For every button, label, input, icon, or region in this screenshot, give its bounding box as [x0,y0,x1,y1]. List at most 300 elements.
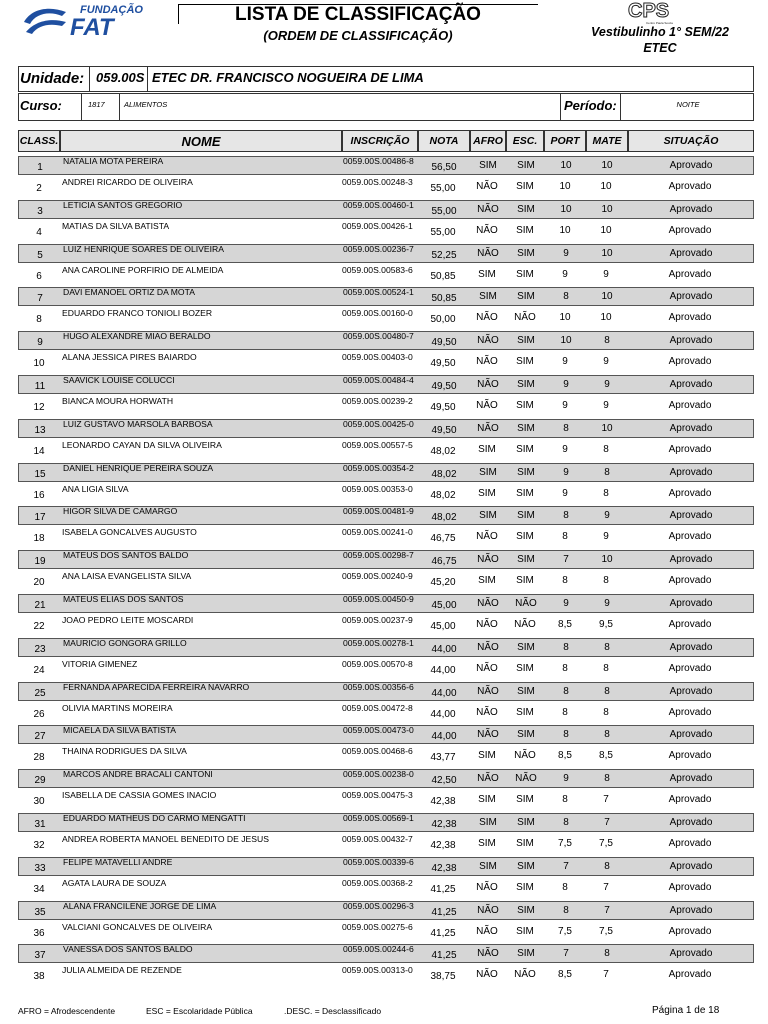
cell-sit: Aprovado [669,817,713,828]
cell-class: 37 [34,950,46,962]
col-header-inscricao: INSCRIÇÃO [342,130,418,152]
cell-nome: OLIVIA MARTINS MOREIRA [62,702,173,713]
cell-nota: 42,38 [431,819,457,830]
cps-logo-text: CPS [628,0,670,22]
cell-nome: MATEUS DOS SANTOS BALDO [63,550,189,561]
cell-esc: SIM [517,247,535,259]
cell-insc: 0059.00S.00524-1 [343,287,414,298]
cell-nota: 44,00 [431,731,457,743]
cell-nota: 42,38 [430,796,456,808]
cell-sit: Aprovado [668,837,712,849]
cell-class: 18 [33,533,45,545]
cell-esc: SIM [517,335,535,347]
cell-mate: 7 [603,881,609,893]
cell-insc: 0059.00S.00244-6 [343,944,414,955]
cell-esc: SIM [516,443,534,455]
cell-sit: Aprovado [669,291,713,303]
cell-port: 8 [563,904,569,916]
cell-afro: SIM [478,443,496,455]
cell-class: 17 [34,512,46,524]
table-row [18,287,754,306]
cell-class: 9 [37,337,43,349]
cell-afro: NÃO [477,203,499,215]
cell-nota: 44,00 [430,664,456,676]
cell-insc: 0059.00S.00426-1 [342,220,413,231]
cell-insc: 0059.00S.00432-7 [342,833,413,844]
cell-sit: Aprovado [668,224,712,236]
cell-nome: DANIEL HENRIQUE PEREIRA SOUZA [63,462,214,473]
cell-esc: SIM [516,706,534,718]
cell-sit: Aprovado [668,356,712,368]
table-row [18,682,754,701]
col-header-esc: ESC. [506,130,544,152]
cell-port: 8,5 [558,618,572,630]
cell-class: 14 [33,445,45,457]
col-header-class: CLASS. [18,130,60,152]
cell-nota: 55,00 [430,226,456,238]
cell-port: 7 [563,860,569,872]
cell-class: 7 [37,293,43,305]
curso-divider [560,93,561,121]
cell-sit: Aprovado [669,510,713,522]
cell-esc: SIM [516,794,534,806]
cell-insc: 0059.00S.00557-5 [342,439,413,450]
cell-esc: SIM [517,291,535,303]
table-row [18,528,754,547]
cell-port: 9 [563,773,569,785]
cell-sit: Aprovado [669,598,713,609]
cell-port: 9 [562,268,568,280]
cell-nota: 38,75 [430,971,456,983]
cell-nome: VITORIA GIMENEZ [62,658,138,669]
cell-esc: SIM [516,224,534,236]
cps-logo-small: Centro Paula Souza [646,21,673,25]
cell-class: 36 [33,927,45,939]
col-header-mate: MATE [586,130,628,152]
cell-esc: SIM [517,729,535,741]
cell-class: 5 [37,249,43,261]
col-header-afro: AFRO [470,130,506,152]
cell-nome: ALANA JESSICA PIRES BAIARDO [62,352,197,363]
cell-nome: MAURICIO GONGORA GRILLO [63,637,187,648]
unidade-label: Unidade: [20,70,85,87]
cell-afro: NÃO [476,224,498,236]
table-row [18,857,754,876]
cell-sit: Aprovado [669,379,713,390]
cell-nota: 44,00 [430,708,456,720]
cell-class: 24 [33,664,45,676]
cell-afro: NÃO [477,554,499,566]
cell-nome: JULIA ALMEIDA DE REZENDE [62,965,182,976]
cell-mate: 8 [604,466,610,478]
cell-port: 7 [563,554,569,566]
cell-class: 19 [34,556,46,568]
cell-afro: NÃO [476,531,498,543]
cell-class: 21 [34,600,46,611]
cell-nome: FELIPE MATAVELLI ANDRE [63,856,173,867]
table-row [18,309,754,328]
cell-afro: SIM [478,575,496,587]
cell-mate: 9 [603,268,609,280]
cell-class: 16 [33,489,45,501]
cell-esc: SIM [517,817,535,828]
cell-mate: 9 [604,510,610,522]
cell-class: 23 [34,643,46,655]
cell-afro: SIM [479,860,497,872]
cell-class: 15 [34,468,46,480]
cell-class: 4 [36,226,42,238]
cell-esc: SIM [516,268,534,280]
cell-mate: 10 [601,203,613,215]
cell-esc: SIM [516,881,534,893]
cell-esc: NÃO [515,773,537,785]
table-row [18,222,754,241]
cell-nome: EDUARDO MATHEUS DO CARMO MENGATTI [63,813,246,823]
cell-mate: 10 [600,312,612,324]
cell-port: 7,5 [558,837,572,849]
cell-mate: 8 [604,948,610,960]
cell-esc: SIM [516,575,534,587]
cell-nome: MATEUS ELIAS DOS SANTOS [63,594,184,604]
curso-divider [119,93,120,121]
table-row [18,375,754,394]
cell-mate: 10 [600,180,612,192]
cell-mate: 8,5 [599,750,613,762]
cell-port: 8 [562,881,568,893]
cell-nota: 46,75 [431,556,457,568]
cell-insc: 0059.00S.00354-2 [343,462,414,473]
cell-esc: SIM [517,379,535,390]
cell-sit: Aprovado [668,312,712,324]
cell-sit: Aprovado [668,794,712,806]
page-title: LISTA DE CLASSIFICAÇÃO [235,4,481,25]
legend-desc: .DESC. = Desclassificado [284,1006,382,1016]
cell-nome: LETICIA SANTOS GREGORIO [63,199,183,210]
cell-mate: 9 [604,598,610,609]
cell-insc: 0059.00S.00468-6 [342,746,413,757]
cell-afro: NÃO [477,379,499,390]
cell-afro: NÃO [476,706,498,718]
cell-afro: NÃO [476,356,498,368]
cell-nota: 50,85 [431,293,457,305]
table-row [18,550,754,569]
cell-sit: Aprovado [668,399,712,411]
table-row [18,441,754,460]
cell-insc: 0059.00S.00239-2 [342,395,413,406]
col-header-nota: NOTA [418,130,470,152]
cell-insc: 0059.00S.00160-0 [342,308,413,319]
cell-sit: Aprovado [669,685,713,697]
cell-class: 27 [34,731,46,743]
cell-port: 9 [563,598,569,609]
unidade-name: ETEC DR. FRANCISCO NOGUEIRA DE LIMA [152,70,424,85]
cell-nota: 41,25 [431,950,457,962]
cell-sit: Aprovado [669,335,713,347]
cell-insc: 0059.00S.00480-7 [343,331,414,342]
table-row [18,463,754,482]
cell-nome: NATALIA MOTA PEREIRA [63,156,164,166]
cell-nota: 48,02 [430,489,456,501]
cell-port: 10 [560,335,572,347]
cell-port: 9 [562,443,568,455]
table-row [18,353,754,372]
cell-esc: SIM [517,422,535,434]
cell-port: 8 [562,794,568,806]
cell-mate: 10 [601,422,613,434]
curso-code: 1817 [88,100,105,109]
cell-nome: HIGOR SILVA DE CAMARGO [63,506,178,517]
cell-sit: Aprovado [668,706,712,718]
cell-sit: Aprovado [668,750,712,762]
header-divider-line [178,4,179,24]
page-number: Página 1 de 18 [652,1005,720,1016]
cell-sit: Aprovado [668,487,712,499]
cell-afro: NÃO [477,685,499,697]
cell-mate: 7,5 [599,925,613,937]
cell-nome: HUGO ALEXANDRE MIAO BERALDO [63,331,211,342]
cell-esc: SIM [517,554,535,566]
cell-insc: 0059.00S.00236-7 [343,243,414,254]
legend-afro: AFRO = Afrodescendente [18,1006,116,1016]
table-row [18,835,754,854]
table-row [18,901,754,920]
cell-mate: 8 [603,487,609,499]
cell-esc: SIM [517,510,535,522]
logo-text-top: FUNDAÇÃO [80,4,143,16]
cell-nota: 42,38 [431,862,457,874]
cell-afro: NÃO [477,641,499,653]
cell-esc: SIM [517,641,535,653]
cell-mate: 10 [601,291,613,303]
cell-nome: SAAVICK LOUISE COLUCCI [63,375,175,385]
cell-sit: Aprovado [668,925,712,937]
table-row [18,791,754,810]
cell-insc: 0059.00S.00298-7 [343,550,414,561]
cell-afro: SIM [479,510,497,522]
cell-class: 32 [33,839,45,851]
cell-nome: THAINA RODRIGUES DA SILVA [62,746,187,757]
cell-class: 6 [36,270,42,282]
cell-port: 8 [563,817,569,828]
cell-afro: NÃO [476,969,498,981]
cell-insc: 0059.00S.00278-1 [343,637,414,648]
cell-port: 9 [562,399,568,411]
cell-mate: 10 [600,224,612,236]
cell-port: 8 [562,531,568,543]
cell-insc: 0059.00S.00460-1 [343,199,414,210]
cell-class: 30 [33,796,45,808]
cell-esc: SIM [516,356,534,368]
cell-insc: 0059.00S.00240-9 [342,571,413,582]
cell-insc: 0059.00S.00569-1 [343,813,414,823]
cell-class: 2 [36,182,42,194]
cell-insc: 0059.00S.00403-0 [342,352,413,363]
cell-esc: NÃO [514,969,536,981]
page-subtitle: (ORDEM DE CLASSIFICAÇÃO) [263,28,453,43]
cell-port: 8 [563,510,569,522]
cell-port: 8 [562,706,568,718]
cell-mate: 10 [601,554,613,566]
cell-esc: SIM [517,860,535,872]
cell-sit: Aprovado [669,860,713,872]
periodo-label: Período: [564,98,617,113]
cell-afro: SIM [479,160,497,171]
cell-afro: SIM [479,817,497,828]
cell-mate: 8 [604,773,610,785]
cell-nota: 43,77 [430,752,456,764]
cell-insc: 0059.00S.00475-3 [342,790,413,801]
cell-afro: NÃO [477,948,499,960]
cell-nome: DAVI EMANOEL ORTIZ DA MOTA [63,287,195,298]
cell-class: 33 [34,862,46,874]
cell-afro: NÃO [476,662,498,674]
etec-label: ETEC [643,41,677,55]
cell-esc: SIM [517,203,535,215]
cell-sit: Aprovado [669,729,713,741]
cell-nota: 45,00 [430,620,456,632]
vestibulinho-label: Vestibulinho 1° SEM/22 [591,25,729,39]
cell-mate: 8 [603,575,609,587]
cps-logo [624,0,694,26]
cell-class: 13 [34,424,46,436]
cell-sit: Aprovado [669,160,713,171]
cell-esc: SIM [516,180,534,192]
table-row [18,419,754,438]
cell-afro: NÃO [476,618,498,630]
cell-sit: Aprovado [669,554,713,566]
table-row [18,200,754,219]
cell-sit: Aprovado [669,948,713,960]
cell-mate: 8 [604,685,610,697]
cell-port: 9 [562,356,568,368]
table-row [18,725,754,744]
cell-mate: 8 [604,641,610,653]
cell-class: 29 [34,775,46,787]
cell-mate: 9 [603,531,609,543]
cell-class: 31 [34,819,46,830]
cell-port: 8,5 [558,750,572,762]
cell-mate: 7 [603,969,609,981]
cell-sit: Aprovado [668,180,712,192]
cell-mate: 8 [603,443,609,455]
cell-afro: NÃO [477,422,499,434]
cell-class: 35 [34,906,46,918]
cell-afro: NÃO [476,399,498,411]
cell-nota: 49,50 [431,424,457,436]
cell-insc: 0059.00S.00486-8 [343,156,414,166]
cell-port: 8 [562,575,568,587]
cell-mate: 7 [603,794,609,806]
cell-nome: LUIZ GUSTAVO MARSOLA BARBOSA [63,418,213,429]
cell-port: 8 [563,291,569,303]
cell-nome: AGATA LAURA DE SOUZA [62,877,167,888]
cell-nome: LEONARDO CAYAN DA SILVA OLIVEIRA [62,439,222,450]
cell-nota: 48,02 [430,445,456,457]
cell-nota: 45,20 [430,577,456,589]
cell-afro: NÃO [477,904,499,916]
unidade-divider [89,66,90,92]
cell-esc: NÃO [514,618,536,630]
cell-esc: SIM [516,531,534,543]
cell-esc: NÃO [514,312,536,324]
cell-insc: 0059.00S.00450-9 [343,594,414,604]
cell-nome: ANA CAROLINE PORFIRIO DE ALMEIDA [62,264,224,275]
cell-nota: 44,00 [431,687,457,699]
table-row [18,616,754,635]
cell-insc: 0059.00S.00473-0 [343,725,414,736]
cell-esc: SIM [517,160,535,171]
cell-nota: 48,02 [431,468,457,480]
cell-class: 28 [33,752,45,764]
cell-insc: 0059.00S.00237-9 [342,614,413,625]
table-row [18,704,754,723]
cell-port: 10 [560,160,572,171]
table-row [18,879,754,898]
cell-port: 8 [563,729,569,741]
col-header-port: PORT [544,130,586,152]
cell-nota: 41,25 [431,906,457,918]
cell-insc: 0059.00S.00313-0 [342,965,413,976]
table-row [18,244,754,263]
cell-class: 22 [33,620,45,632]
cell-mate: 10 [601,247,613,259]
cell-esc: NÃO [514,750,536,762]
cell-nome: ANA LIGIA SILVA [62,483,129,494]
curso-label: Curso: [20,98,62,113]
cell-esc: SIM [516,837,534,849]
cell-class: 8 [36,314,42,326]
cell-esc: SIM [517,466,535,478]
cell-afro: SIM [478,487,496,499]
cell-port: 7,5 [558,925,572,937]
cell-afro: NÃO [476,180,498,192]
cell-sit: Aprovado [668,662,712,674]
cell-port: 8,5 [558,969,572,981]
cell-sit: Aprovado [669,641,713,653]
cell-port: 9 [563,379,569,390]
cell-sit: Aprovado [669,773,713,785]
cell-insc: 0059.00S.00296-3 [343,900,414,911]
cell-sit: Aprovado [668,969,712,981]
cell-mate: 7 [604,904,610,916]
cell-nome: ANA LAISA EVANGELISTA SILVA [62,571,192,582]
cell-sit: Aprovado [669,247,713,259]
cell-port: 7 [563,948,569,960]
cell-nome: MARCOS ANDRE BRACALI CANTONI [63,769,213,780]
cell-insc: 0059.00S.00241-0 [342,527,413,538]
cell-insc: 0059.00S.00356-6 [343,681,414,692]
cell-esc: SIM [517,948,535,960]
cell-afro: NÃO [477,598,499,609]
cell-nota: 42,50 [431,775,457,787]
cell-class: 20 [33,577,45,589]
cell-esc: NÃO [515,598,537,609]
cell-nome: JOAO PEDRO LEITE MOSCARDI [62,614,194,625]
cell-port: 10 [559,224,571,236]
cell-nome: VANESSA DOS SANTOS BALDO [63,944,193,955]
cell-sit: Aprovado [669,466,713,478]
cell-nota: 55,00 [430,182,456,194]
cell-afro: NÃO [477,335,499,347]
cell-insc: 0059.00S.00425-0 [343,418,414,429]
cell-nota: 50,85 [430,270,456,282]
cell-sit: Aprovado [668,618,712,630]
fundacao-fat-logo [22,2,172,36]
cell-class: 34 [33,883,45,895]
cell-class: 26 [33,708,45,720]
cell-nota: 41,25 [430,883,456,895]
cell-sit: Aprovado [669,904,713,916]
